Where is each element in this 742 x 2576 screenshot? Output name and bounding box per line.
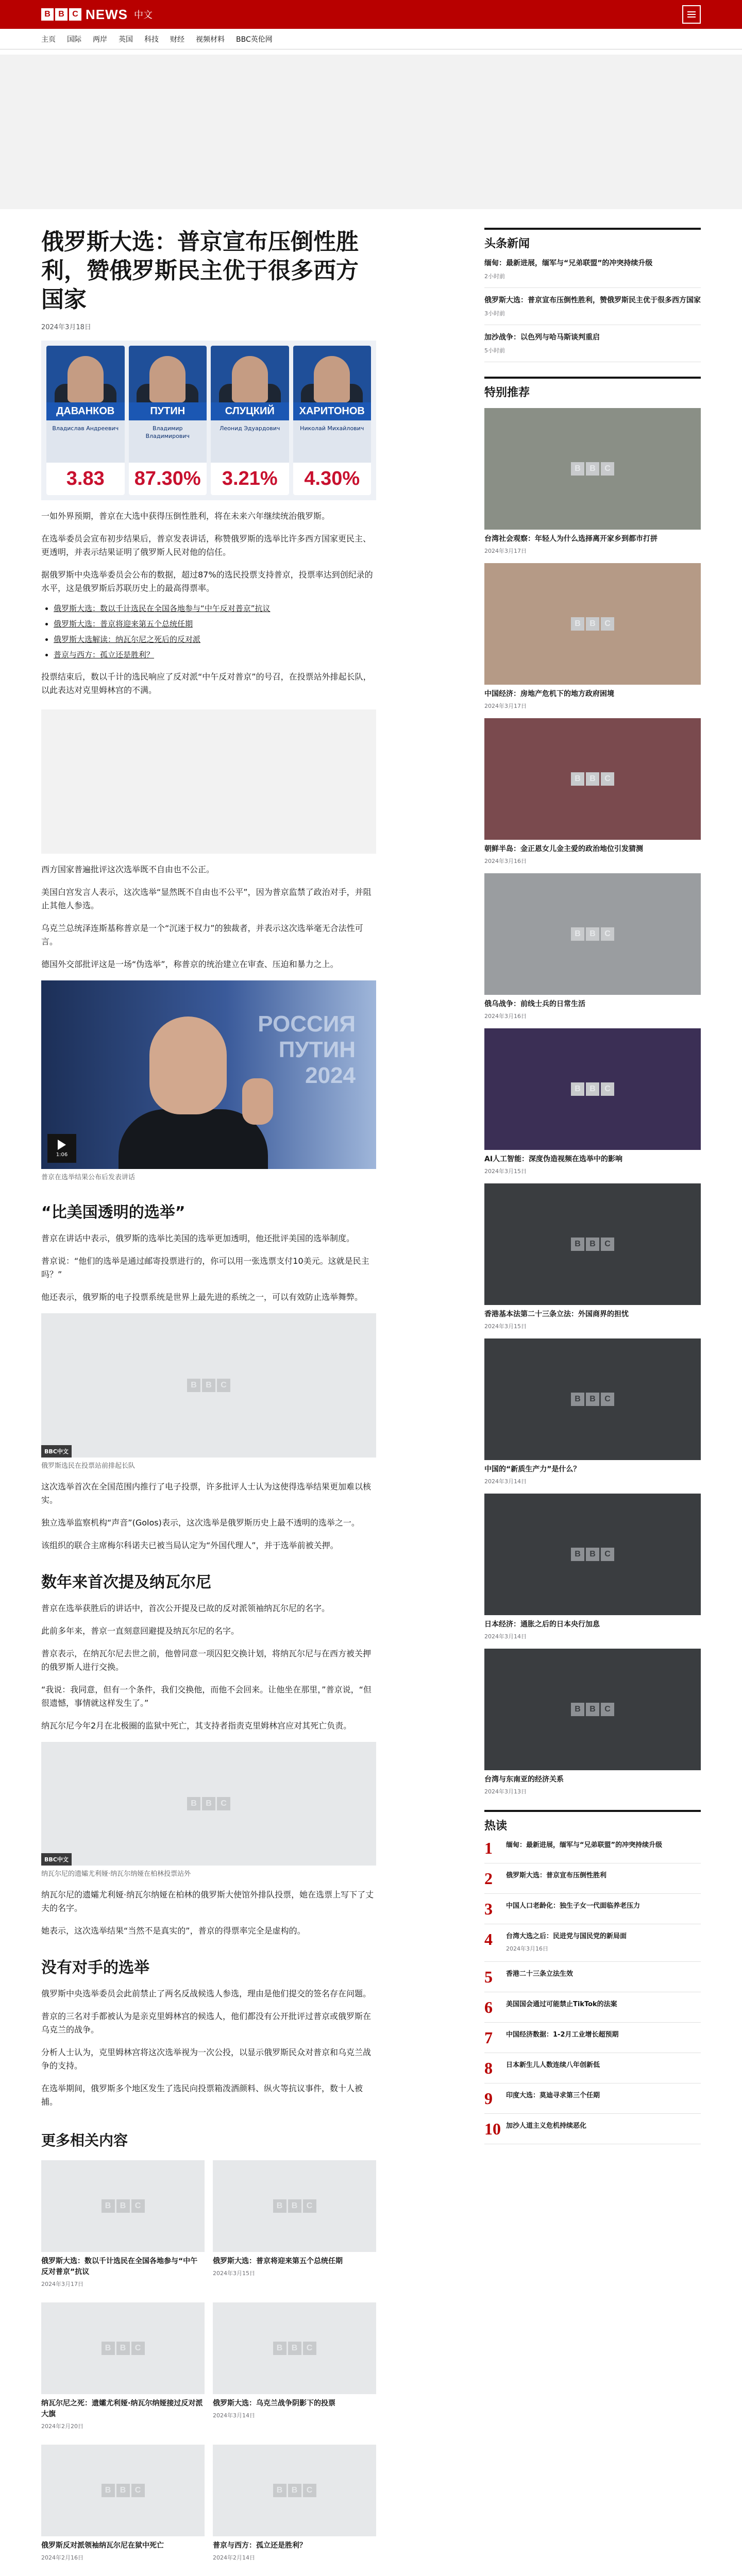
article-body xyxy=(41,510,376,2109)
feature-card[interactable]: B B C 中国经济：房地产危机下的地方政府困境 2024年3月17日 xyxy=(484,563,701,710)
feature-date: 2024年3月17日 xyxy=(484,548,527,554)
candidate-percent: 3.21% xyxy=(211,463,289,495)
image-caption: 俄罗斯选民在投票站前排起长队 xyxy=(41,1462,136,1470)
paragraph: 普京表示，在纳瓦尔尼去世之前，他曾同意一项囚犯交换计划，将纳瓦尔尼与在西方被关押的俄罗斯人进行交换。 xyxy=(41,1649,372,1672)
candidate-percent: 87.30% xyxy=(129,463,207,495)
rank-number: 9 xyxy=(484,2089,493,2108)
inline-ad-slot xyxy=(41,709,376,854)
feature-card[interactable]: B B C 台湾社会观察：年轻人为什么选择离开家乡到都市打拼 2024年3月17日 xyxy=(484,408,701,555)
paragraph: 纳瓦尔尼的遗孀尤利娅·纳瓦尔纳娅在柏林的俄罗斯大使馆外排队投票，她在选票上写下了丈夫的名字。 xyxy=(41,1890,374,1913)
article-image: B B C BBC中文 xyxy=(41,1313,376,1458)
story-date: 2024年3月14日 xyxy=(213,2412,255,2419)
video-thumbnail[interactable]: РОССИЯ ПУТИН 2024 1:06 xyxy=(41,980,376,1169)
feature-title[interactable]: 香港基本法第二十三条立法：外国商界的担忧 xyxy=(484,1310,629,1318)
most-read-item[interactable] xyxy=(484,1992,701,2023)
related-link[interactable]: • 俄罗斯大选：普京将迎来第五个总统任期 xyxy=(54,618,376,630)
paragraph: 该组织的联合主席梅尔科诺夫已被当局认定为“外国代理人”，并于选举前被关押。 xyxy=(41,1540,339,1550)
candidate-percent: 3.83 xyxy=(46,463,125,495)
headline-title[interactable]: 加沙战争：以色列与哈马斯谈判重启 xyxy=(484,333,600,342)
article-image: B B C BBC中文 xyxy=(41,1742,376,1866)
headline-date: 5小时前 xyxy=(484,347,505,354)
related-link[interactable]: • 俄罗斯大选：数以千计选民在全国各地参与“中午反对普京”抗议 xyxy=(54,602,376,615)
paragraph: 俄罗斯中央选举委员会此前禁止了两名反战候选人参选，理由是他们提交的签名存在问题。 xyxy=(41,1989,372,1998)
most-read-item[interactable] xyxy=(484,1894,701,1924)
paragraph: 美国白宫发言人表示，这次选举“显然既不自由也不公平”，因为普京监禁了政治对手，并阻止其他人参选。 xyxy=(41,887,372,910)
image-credit: BBC中文 xyxy=(41,1445,72,1458)
most-read-title-text[interactable]: 日本新生儿人数连续八年创新低 xyxy=(506,2061,600,2069)
feature-title[interactable]: 日本经济：通胀之后的日本央行加息 xyxy=(484,1620,600,1629)
top-bar xyxy=(0,0,742,29)
article xyxy=(41,228,376,2576)
candidate-percent: 4.30% xyxy=(293,463,372,495)
headline-item[interactable] xyxy=(484,251,701,288)
feature-date: 2024年3月14日 xyxy=(484,1633,527,1640)
rank-number: 3 xyxy=(484,1900,493,1918)
feature-date: 2024年3月15日 xyxy=(484,1168,527,1175)
story-card[interactable]: B B C 纳瓦尔尼之死：遗孀尤利娅·纳瓦尔纳娅接过反对派大旗 2024年2月20日 xyxy=(41,2302,205,2430)
brand-news: NEWS xyxy=(86,6,128,22)
feature-title[interactable]: 中国经济：房地产危机下的地方政府困境 xyxy=(484,690,614,698)
feature-date: 2024年3月15日 xyxy=(484,1323,527,1330)
feature-card[interactable]: B B C 中国的“新质生产力”是什么？ 2024年3月14日 xyxy=(484,1338,701,1485)
ballot-image xyxy=(41,341,376,500)
feature-card[interactable]: B B C 香港基本法第二十三条立法：外国商界的担忧 2024年3月15日 xyxy=(484,1183,701,1330)
rank-number: 4 xyxy=(484,1930,493,1948)
story-card[interactable]: B B C 普京与西方：孤立还是胜利？ 2024年2月14日 xyxy=(213,2445,376,2562)
story-date: 2024年3月17日 xyxy=(41,2281,83,2287)
feature-title[interactable]: 俄乌战争：前线士兵的日常生活 xyxy=(484,1000,585,1008)
rank-number: 7 xyxy=(484,2028,493,2047)
rank-number: 10 xyxy=(484,2120,501,2138)
related-link[interactable]: • 俄罗斯大选解读：纳瓦尔尼之死后的反对派 xyxy=(54,633,376,646)
most-read-item[interactable] xyxy=(484,2114,701,2144)
most-read-title-text[interactable]: 中国人口老龄化：独生子女一代面临养老压力 xyxy=(506,1902,640,1910)
story-card[interactable]: B B C 俄罗斯大选：乌克兰战争阴影下的投票 2024年3月14日 xyxy=(213,2302,376,2430)
paragraph: 他还表示，俄罗斯的电子投票系统是世界上最先进的系统之一，可以有效防止选举舞弊。 xyxy=(41,1292,363,1302)
most-read-section xyxy=(484,1810,701,2144)
paragraph: 分析人士认为，克里姆林宫将这次选举视为一次公投，以显示俄罗斯民众对普京和乌克兰战争的支持。 xyxy=(41,2047,372,2071)
feature-card[interactable]: B B C 台湾与东南亚的经济关系 2024年3月13日 xyxy=(484,1649,701,1795)
most-read-title-text[interactable]: 加沙人道主义危机持续恶化 xyxy=(506,2122,587,2130)
headline-item[interactable] xyxy=(484,325,701,362)
feature-title[interactable]: 台湾社会观察：年轻人为什么选择离开家乡到都市打拼 xyxy=(484,535,657,543)
most-read-item[interactable] xyxy=(484,2053,701,2083)
paragraph: “我说：我同意，但有一个条件，我们交换他，而他不会回来。让他坐在那里，”普京说，“但很遗憾，事情就这样发生了。” xyxy=(41,1685,372,1708)
nav-item-bbc-uk[interactable]: BBC英伦网 xyxy=(236,36,273,44)
feature-date: 2024年3月16日 xyxy=(484,858,527,865)
video-duration: 1:06 xyxy=(56,1151,68,1158)
article-title: 俄罗斯大选：普京宣布压倒性胜利，赞俄罗斯民主优于很多西方国家 xyxy=(41,229,359,313)
most-read-title-text[interactable]: 台湾大选之后：民进党与国民党的新局面 xyxy=(506,1933,627,1940)
story-card[interactable]: B B C 俄罗斯大选：普京将迎来第五个总统任期 2024年3月15日 xyxy=(213,2160,376,2288)
story-title[interactable]: 普京与西方：孤立还是胜利？ xyxy=(213,2541,307,2550)
candidate-name: ПУТИН xyxy=(129,402,207,420)
image-credit: BBC中文 xyxy=(41,1853,72,1866)
story-card[interactable]: B B C 俄罗斯大选：数以千计选民在全国各地参与“中午反对普京”抗议 2024年3月17日 xyxy=(41,2160,205,2288)
candidate-subtitle: Леонид Эдуардович xyxy=(220,425,280,432)
headline-date: 3小时前 xyxy=(484,310,505,317)
feature-card[interactable]: B B C AI人工智能：深度伪造视频在选举中的影响 2024年3月15日 xyxy=(484,1028,701,1175)
article-date: 2024年3月18日 xyxy=(41,324,91,331)
video-caption: 普京在选举结果公布后发表讲话 xyxy=(41,1174,136,1181)
bbc-news-logo[interactable] xyxy=(41,7,153,23)
nav-item-world[interactable]: 国际 xyxy=(67,36,81,44)
headlines-title: 头条新闻 xyxy=(484,228,701,251)
paragraph: 据俄罗斯中央选举委员会公布的数据，超过87%的选民投票支持普京，投票率达到创纪录的水平，这是俄罗斯后苏联历史上的最高得票率。 xyxy=(41,570,373,593)
most-read-title: 热读 xyxy=(484,1810,701,1833)
feature-date: 2024年3月16日 xyxy=(484,1013,527,1020)
hamburger-icon xyxy=(687,14,696,15)
paragraph: 西方国家普遍批评这次选举既不自由也不公正。 xyxy=(41,865,215,874)
paragraph: 独立选举监察机构“声音”(Golos)表示，这次选举是俄罗斯历史上最不透明的选举之一。 xyxy=(41,1518,360,1528)
headline-item[interactable] xyxy=(484,288,701,325)
most-read-item[interactable] xyxy=(484,1863,701,1894)
candidate-card xyxy=(293,346,372,495)
paragraph: 普京的三名对手都被认为是亲克里姆林宫的候选人，他们都没有公开批评过普京或俄罗斯在乌克兰的战争。 xyxy=(41,2011,372,2035)
most-read-title-text[interactable]: 中国经济数据：1-2月工业增长超预期 xyxy=(506,2031,619,2039)
features-section xyxy=(484,377,701,1795)
top-ad-slot xyxy=(0,55,742,209)
candidate-name: ХАРИТОНОВ xyxy=(293,402,372,420)
menu-button[interactable] xyxy=(682,5,701,24)
most-read-item[interactable] xyxy=(484,1962,701,1992)
paragraph: 纳瓦尔尼今年2月在北极圈的监狱中死亡，其支持者指责克里姆林宫应对其死亡负责。 xyxy=(41,1721,352,1731)
logo-letter: B xyxy=(55,8,68,21)
section-heading: 没有对手的选举 xyxy=(41,1959,149,1977)
play-icon xyxy=(58,1140,66,1150)
story-title[interactable]: 俄罗斯大选：乌克兰战争阴影下的投票 xyxy=(213,2399,335,2408)
sidebar xyxy=(484,228,701,2576)
paragraph: 德国外交部批评这是一场“伪选举”，称普京的统治建立在审查、压迫和暴力之上。 xyxy=(41,959,339,969)
rank-number: 1 xyxy=(484,1839,493,1857)
most-read-title-text[interactable]: 俄罗斯大选：普京宣布压倒性胜利 xyxy=(506,1872,607,1879)
feature-date: 2024年3月17日 xyxy=(484,703,527,709)
nav-item-tech[interactable]: 科技 xyxy=(144,36,159,44)
related-links xyxy=(41,602,376,661)
feature-date: 2024年3月14日 xyxy=(484,1478,527,1485)
paragraph: 乌克兰总统泽连斯基称普京是一个“沉迷于权力”的独裁者，并表示这次选举毫无合法性可言。 xyxy=(41,923,363,946)
most-read-item[interactable] xyxy=(484,1924,701,1962)
related-link[interactable]: • 普京与西方：孤立还是胜利？ xyxy=(54,649,376,661)
section-heading: 数年来首次提及纳瓦尔尼 xyxy=(41,1573,211,1591)
nav-item-uk[interactable]: 英国 xyxy=(119,36,133,44)
story-title[interactable]: 纳瓦尔尼之死：遗孀尤利娅·纳瓦尔纳娅接过反对派大旗 xyxy=(41,2399,203,2418)
story-title[interactable]: 俄罗斯反对派领袖纳瓦尔尼在狱中死亡 xyxy=(41,2541,164,2550)
most-read-date: 2024年3月16日 xyxy=(506,1945,548,1952)
most-read-title-text[interactable]: 香港二十三条立法生效 xyxy=(506,1970,574,1978)
nav-item-home[interactable]: 主页 xyxy=(41,36,56,44)
more-stories xyxy=(41,2129,376,2576)
image-caption: 纳瓦尔尼的遗孀尤利娅·纳瓦尔纳娅在柏林投票站外 xyxy=(41,1870,191,1878)
story-title[interactable]: 俄罗斯大选：数以千计选民在全国各地参与“中午反对普京”抗议 xyxy=(41,2257,198,2276)
brand-lang: 中文 xyxy=(134,10,153,21)
story-date: 2024年2月16日 xyxy=(41,2554,83,2561)
paragraph: 投票结束后，数以千计的选民响应了反对派“中午反对普京”的号召，在投票站外排起长队，以此表达对克里姆林宫的不满。 xyxy=(41,672,372,695)
candidate-card xyxy=(129,346,207,495)
more-stories-title: 更多相关内容 xyxy=(41,2132,128,2149)
logo-letter: B xyxy=(41,8,54,21)
features-title: 特别推荐 xyxy=(484,377,701,400)
story-card[interactable]: B B C 俄罗斯反对派领袖纳瓦尔尼在狱中死亡 2024年2月16日 xyxy=(41,2445,205,2562)
rank-number: 2 xyxy=(484,1869,493,1888)
paragraph: 普京说：“他们的选举是通过邮寄投票进行的，你可以用一张选票支付10美元。这就是民主吗？” xyxy=(41,1256,369,1279)
feature-title[interactable]: 台湾与东南亚的经济关系 xyxy=(484,1775,564,1784)
paragraph: 一如外界预期，普京在大选中获得压倒性胜利，将在未来六年继续统治俄罗斯。 xyxy=(41,511,330,521)
story-date: 2024年2月14日 xyxy=(213,2554,255,2561)
feature-title[interactable]: 中国的“新质生产力”是什么？ xyxy=(484,1465,581,1473)
most-read-item[interactable] xyxy=(484,1833,701,1863)
feature-title[interactable]: AI人工智能：深度伪造视频在选举中的影响 xyxy=(484,1155,623,1163)
image-figure xyxy=(41,1742,376,1879)
story-date: 2024年2月20日 xyxy=(41,2423,83,2430)
feature-card[interactable]: B B C 朝鲜半岛：金正恩女儿金主爱的政治地位引发猜测 2024年3月16日 xyxy=(484,718,701,865)
story-title[interactable]: 俄罗斯大选：普京将迎来第五个总统任期 xyxy=(213,2257,343,2265)
play-button[interactable] xyxy=(47,1134,76,1163)
nav-item-business[interactable]: 财经 xyxy=(170,36,184,44)
most-read-title-text[interactable]: 缅甸：最新进展，缅军与“兄弟联盟”的冲突持续升级 xyxy=(506,1841,663,1849)
headline-title[interactable]: 俄罗斯大选：普京宣布压倒性胜利，赞俄罗斯民主优于很多西方国家 xyxy=(484,296,701,304)
candidate-name: СЛУЦКИЙ xyxy=(211,402,289,420)
rank-number: 5 xyxy=(484,1968,493,1986)
image-figure xyxy=(41,1313,376,1471)
most-read-item[interactable] xyxy=(484,2023,701,2053)
feature-date: 2024年3月13日 xyxy=(484,1788,527,1795)
candidate-card xyxy=(46,346,125,495)
paragraph: 此前多年来，普京一直刻意回避提及纳瓦尔尼的名字。 xyxy=(41,1626,240,1636)
most-read-title-text[interactable]: 美国国会通过可能禁止TikTok的法案 xyxy=(506,2001,617,2008)
story-date: 2024年3月15日 xyxy=(213,2270,255,2277)
paragraph: 在选举期间，俄罗斯多个地区发生了选民向投票箱泼洒颜料、纵火等抗议事件，数十人被捕。 xyxy=(41,2083,363,2107)
paragraph: 这次选举首次在全国范围内推行了电子投票，许多批评人士认为这使得选举结果更加难以核实。 xyxy=(41,1482,372,1505)
candidate-subtitle: Владимир Владимирович xyxy=(145,425,190,439)
feature-title[interactable]: 朝鲜半岛：金正恩女儿金主爱的政治地位引发猜测 xyxy=(484,845,643,853)
most-read-title-text[interactable]: 印度大选：莫迪寻求第三个任期 xyxy=(506,2092,600,2099)
paragraph: 她表示，这次选举结果“当然不是真实的”，普京的得票率完全是虚构的。 xyxy=(41,1926,306,1936)
rank-number: 8 xyxy=(484,2059,493,2077)
nav-item-china-taiwan[interactable]: 两岸 xyxy=(93,36,107,44)
logo-letter: C xyxy=(69,8,81,21)
headline-date: 2小时前 xyxy=(484,273,505,280)
nav-item-video[interactable]: 视频材料 xyxy=(196,36,225,44)
candidate-subtitle: Владислав Андреевич xyxy=(52,425,119,432)
feature-card[interactable]: B B C 俄乌战争：前线士兵的日常生活 2024年3月16日 xyxy=(484,873,701,1020)
candidate-subtitle: Николай Михайлович xyxy=(300,425,364,432)
paragraph: 普京在选举获胜后的讲话中，首次公开提及已故的反对派领袖纳瓦尔尼的名字。 xyxy=(41,1603,330,1613)
paragraph: 在选举委员会宣布初步结果后，普京发表讲话，称赞俄罗斯的选举比许多西方国家更民主、更透明，并表示结果证明了俄罗斯人民对他的信任。 xyxy=(41,534,372,557)
nav-bar xyxy=(0,29,742,49)
video-figure xyxy=(41,980,376,1182)
candidate-card xyxy=(211,346,289,495)
rank-number: 6 xyxy=(484,1998,493,2016)
feature-card[interactable]: B B C 日本经济：通胀之后的日本央行加息 2024年3月14日 xyxy=(484,1494,701,1640)
most-read-item[interactable] xyxy=(484,2083,701,2114)
headline-title[interactable]: 缅甸：最新进展，缅军与“兄弟联盟”的冲突持续升级 xyxy=(484,259,653,267)
headlines-section xyxy=(484,228,701,362)
section-heading: “比美国透明的选举” xyxy=(41,1204,185,1222)
paragraph: 普京在讲话中表示，俄罗斯的选举比美国的选举更加透明，他还批评美国的选举制度。 xyxy=(41,1233,355,1243)
candidate-name: ДАВАНКОВ xyxy=(46,402,125,420)
